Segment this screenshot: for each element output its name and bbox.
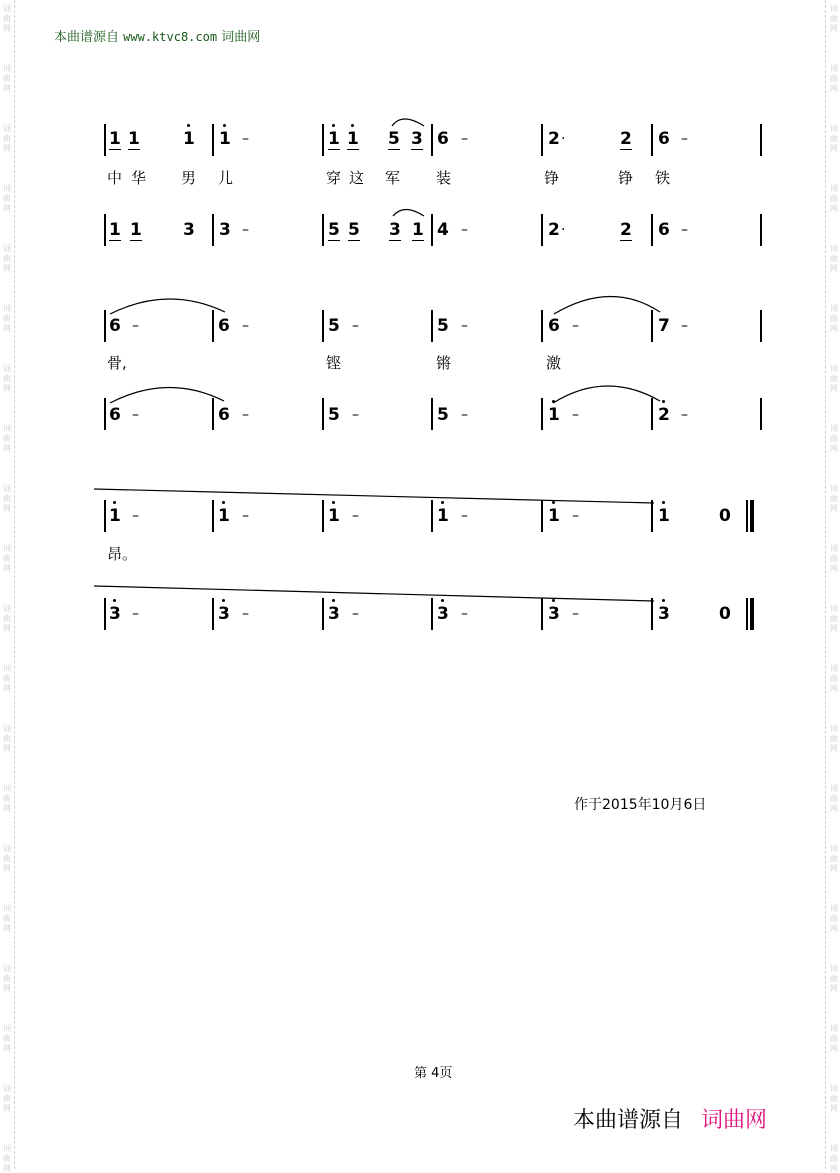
watermark-char: 曲	[3, 194, 11, 203]
note: 1	[109, 129, 121, 149]
watermark-char: 网	[830, 804, 838, 813]
watermark-char: 词	[3, 844, 11, 853]
watermark-char: 曲	[3, 614, 11, 623]
watermark-char: 网	[830, 1044, 838, 1053]
note: 1	[328, 506, 340, 526]
dash: –	[242, 318, 249, 334]
watermark-char: 曲	[3, 1034, 11, 1043]
watermark-char: 曲	[3, 494, 11, 503]
watermark-char: 词	[3, 904, 11, 913]
note: 5	[437, 316, 449, 336]
dash: –	[572, 508, 579, 524]
watermark-char: 网	[3, 804, 11, 813]
watermark-char: 词	[830, 364, 838, 373]
watermark-char: 曲	[3, 674, 11, 683]
watermark-char: 曲	[3, 434, 11, 443]
watermark-char: 词	[3, 124, 11, 133]
dash: –	[242, 407, 249, 423]
watermark-char: 网	[3, 264, 11, 273]
note: 3	[219, 220, 231, 240]
dash: –	[132, 508, 139, 524]
note: 1	[328, 129, 340, 149]
watermark-char: 网	[3, 204, 11, 213]
note: 6	[658, 220, 670, 240]
watermark-char: 曲	[3, 374, 11, 383]
lyric: 中	[107, 169, 123, 187]
watermark-char: 词	[830, 964, 838, 973]
header-suffix: 词曲网	[221, 30, 261, 45]
header-url[interactable]: www.ktvc8.com	[123, 30, 218, 44]
watermark-char: 词	[3, 604, 11, 613]
watermark-char: 词	[830, 244, 838, 253]
watermark-char: 词	[3, 304, 11, 313]
slur	[553, 386, 660, 403]
watermark-char: 词	[3, 484, 11, 493]
lyric: 儿	[218, 169, 234, 187]
slur	[554, 296, 660, 314]
watermark-char: 曲	[830, 434, 838, 443]
watermark-char: 词	[3, 244, 11, 253]
watermark-char: 曲	[3, 314, 11, 323]
watermark-char: 曲	[3, 974, 11, 983]
dash: –	[681, 318, 688, 334]
note: 6	[658, 129, 670, 149]
watermark-char: 曲	[830, 734, 838, 743]
note: 6	[218, 316, 230, 336]
watermark-char: 词	[830, 4, 838, 13]
watermark-char: 网	[830, 924, 838, 933]
watermark-char: 曲	[830, 194, 838, 203]
dash: –	[352, 508, 359, 524]
dash: –	[681, 131, 688, 147]
watermark-char: 词	[830, 304, 838, 313]
dash: –	[461, 222, 468, 238]
note: 3	[658, 604, 670, 624]
note: 6	[437, 129, 449, 149]
note: 6	[548, 316, 560, 336]
watermark-char: 词	[3, 724, 11, 733]
watermark-char: 曲	[830, 914, 838, 923]
note: 1	[437, 506, 449, 526]
watermark-char: 网	[3, 864, 11, 873]
lyric: 华	[131, 169, 147, 187]
page-number: 第 4页	[414, 1066, 453, 1081]
watermark-char: 网	[830, 84, 838, 93]
dash: –	[132, 407, 139, 423]
watermark-char: 网	[830, 984, 838, 993]
watermark-char: 网	[3, 1044, 11, 1053]
note: 1	[548, 506, 560, 526]
watermark-char: 曲	[3, 14, 11, 23]
note: 2	[620, 220, 632, 240]
watermark-char: 网	[3, 84, 11, 93]
watermark-char: 网	[830, 504, 838, 513]
watermark-char: 网	[830, 684, 838, 693]
watermark-char: 词	[830, 1024, 838, 1033]
watermark-char: 词	[830, 544, 838, 553]
note: 7	[658, 316, 670, 336]
watermark-char: 网	[830, 564, 838, 573]
watermark-char: 曲	[3, 1094, 11, 1103]
dash: –	[242, 131, 249, 147]
watermark-char: 词	[3, 424, 11, 433]
dash: –	[461, 508, 468, 524]
watermark-char: 网	[830, 24, 838, 33]
note: 2	[548, 129, 560, 149]
watermark-char: 词	[830, 1144, 838, 1153]
watermark-char: 曲	[830, 134, 838, 143]
watermark-char: 词	[830, 64, 838, 73]
watermark-char: 词	[3, 184, 11, 193]
note: 5	[328, 316, 340, 336]
watermark-char: 网	[830, 624, 838, 633]
dash: –	[572, 318, 579, 334]
watermark-char: 词	[3, 64, 11, 73]
watermark-char: 词	[830, 184, 838, 193]
note: 6	[109, 316, 121, 336]
rest: 0	[719, 604, 731, 624]
watermark-char: 曲	[830, 794, 838, 803]
watermark-char: 网	[3, 144, 11, 153]
dash: –	[352, 606, 359, 622]
note: 1	[658, 506, 670, 526]
lyric: 这	[349, 169, 365, 187]
watermark-char: 词	[830, 1084, 838, 1093]
note: 1	[347, 129, 359, 149]
watermark-char: 网	[3, 444, 11, 453]
watermark-char: 曲	[830, 14, 838, 23]
note: 1	[130, 220, 142, 240]
watermark-char: 网	[3, 744, 11, 753]
note: 1	[548, 405, 560, 425]
dash: –	[681, 407, 688, 423]
lyric: 锵	[436, 354, 452, 372]
watermark-char: 网	[830, 204, 838, 213]
dash: –	[132, 318, 139, 334]
note: 1	[109, 506, 121, 526]
watermark-char: 网	[3, 924, 11, 933]
watermark-char: 词	[3, 964, 11, 973]
note: 6	[218, 405, 230, 425]
lyric: 铿	[326, 354, 342, 372]
footer-prefix: 本曲谱源自	[573, 1108, 684, 1133]
dash: –	[242, 222, 249, 238]
note: 2	[620, 129, 632, 149]
note: 5	[437, 405, 449, 425]
watermark-char: 词	[3, 1024, 11, 1033]
dash: –	[132, 606, 139, 622]
watermark-char: 曲	[830, 1094, 838, 1103]
watermark-char: 曲	[830, 374, 838, 383]
watermark-char: 曲	[830, 614, 838, 623]
watermark-char: 词	[830, 604, 838, 613]
watermark-char: 曲	[3, 134, 11, 143]
note: 1	[183, 129, 195, 149]
note: 1	[218, 506, 230, 526]
lyric: 穿	[326, 169, 342, 187]
watermark-char: 词	[3, 364, 11, 373]
watermark-char: 词	[830, 724, 838, 733]
watermark-char: 曲	[3, 254, 11, 263]
dash: –	[461, 131, 468, 147]
dot-mark: ·	[561, 131, 566, 147]
slur	[110, 299, 225, 314]
watermark-char: 词	[3, 784, 11, 793]
watermark-char: 网	[3, 684, 11, 693]
dash: –	[242, 606, 249, 622]
composition-date: 作于2015年10月6日	[574, 797, 707, 813]
watermark-char: 词	[3, 544, 11, 553]
dash: –	[461, 606, 468, 622]
watermark-char: 网	[830, 1164, 838, 1173]
tie-line	[94, 586, 654, 601]
watermark-char: 网	[3, 384, 11, 393]
watermark-char: 网	[830, 444, 838, 453]
watermark-char: 网	[3, 984, 11, 993]
watermark-char: 网	[830, 324, 838, 333]
watermark-char: 网	[3, 1104, 11, 1113]
watermark-char: 网	[830, 864, 838, 873]
note: 1	[412, 220, 424, 240]
watermark-char: 曲	[830, 1034, 838, 1043]
watermark-char: 网	[3, 564, 11, 573]
note: 6	[109, 405, 121, 425]
note: 3	[218, 604, 230, 624]
watermark-char: 词	[830, 664, 838, 673]
watermark-char: 曲	[3, 854, 11, 863]
dash: –	[242, 508, 249, 524]
note: 3	[109, 604, 121, 624]
dash: –	[352, 318, 359, 334]
watermark-char: 曲	[3, 1154, 11, 1163]
watermark-char: 曲	[3, 734, 11, 743]
watermark-char: 词	[830, 424, 838, 433]
watermark-char: 网	[3, 504, 11, 513]
footer-site-link[interactable]: 词曲网	[701, 1108, 768, 1133]
tie-line	[94, 489, 654, 503]
watermark-char: 曲	[3, 74, 11, 83]
watermark-char: 词	[830, 844, 838, 853]
lyric: 骨,	[107, 354, 127, 372]
note: 3	[411, 129, 423, 149]
dash: –	[461, 318, 468, 334]
lyric: 铁	[655, 169, 671, 187]
watermark-char: 词	[3, 664, 11, 673]
slur	[110, 387, 224, 403]
watermark-char: 词	[3, 4, 11, 13]
note: 3	[437, 604, 449, 624]
watermark-char: 曲	[830, 494, 838, 503]
note: 2	[658, 405, 670, 425]
dash: –	[352, 407, 359, 423]
note: 1	[109, 220, 121, 240]
header-prefix: 本曲谱源自	[54, 30, 120, 45]
rest: 0	[719, 506, 731, 526]
dash: –	[681, 222, 688, 238]
watermark-char: 网	[3, 324, 11, 333]
dot-mark: ·	[561, 222, 566, 238]
slur	[393, 210, 424, 217]
watermark-char: 网	[830, 384, 838, 393]
dash: –	[572, 606, 579, 622]
note: 5	[388, 129, 400, 149]
watermark-char: 网	[830, 144, 838, 153]
note: 2	[548, 220, 560, 240]
watermark-char: 网	[830, 744, 838, 753]
watermark-char: 曲	[3, 794, 11, 803]
note: 5	[328, 405, 340, 425]
note: 3	[389, 220, 401, 240]
watermark-char: 网	[830, 264, 838, 273]
watermark-char: 网	[3, 1164, 11, 1173]
lyric: 铮	[618, 169, 634, 187]
note: 4	[437, 220, 449, 240]
note: 3	[183, 220, 195, 240]
watermark-char: 曲	[830, 74, 838, 83]
watermark-char: 词	[3, 1144, 11, 1153]
slur	[392, 119, 424, 126]
watermark-char: 曲	[830, 1154, 838, 1163]
note: 3	[548, 604, 560, 624]
watermark-char: 词	[830, 124, 838, 133]
watermark-char: 词	[830, 484, 838, 493]
watermark-char: 曲	[830, 854, 838, 863]
lyric: 昂。	[107, 545, 138, 563]
lyric: 激	[546, 354, 562, 372]
watermark-char: 曲	[830, 554, 838, 563]
watermark-char: 曲	[830, 674, 838, 683]
lyric: 军	[385, 169, 401, 187]
dash: –	[461, 407, 468, 423]
watermark-char: 词	[3, 1084, 11, 1093]
watermark-char: 曲	[830, 254, 838, 263]
watermark-char: 词	[830, 784, 838, 793]
note: 3	[328, 604, 340, 624]
note: 1	[219, 129, 231, 149]
lyric: 铮	[544, 169, 560, 187]
lyric: 男	[181, 169, 197, 187]
footer-source	[573, 1103, 767, 1134]
watermark-char: 曲	[3, 554, 11, 563]
dash: –	[572, 407, 579, 423]
lyric: 装	[436, 169, 452, 187]
watermark-char: 词	[830, 904, 838, 913]
watermark-char: 网	[3, 624, 11, 633]
watermark-char: 曲	[3, 914, 11, 923]
watermark-char: 曲	[830, 314, 838, 323]
note: 5	[328, 220, 340, 240]
note: 5	[348, 220, 360, 240]
watermark-char: 网	[3, 24, 11, 33]
watermark-char: 网	[830, 1104, 838, 1113]
watermark-char: 曲	[830, 974, 838, 983]
note: 1	[128, 129, 140, 149]
